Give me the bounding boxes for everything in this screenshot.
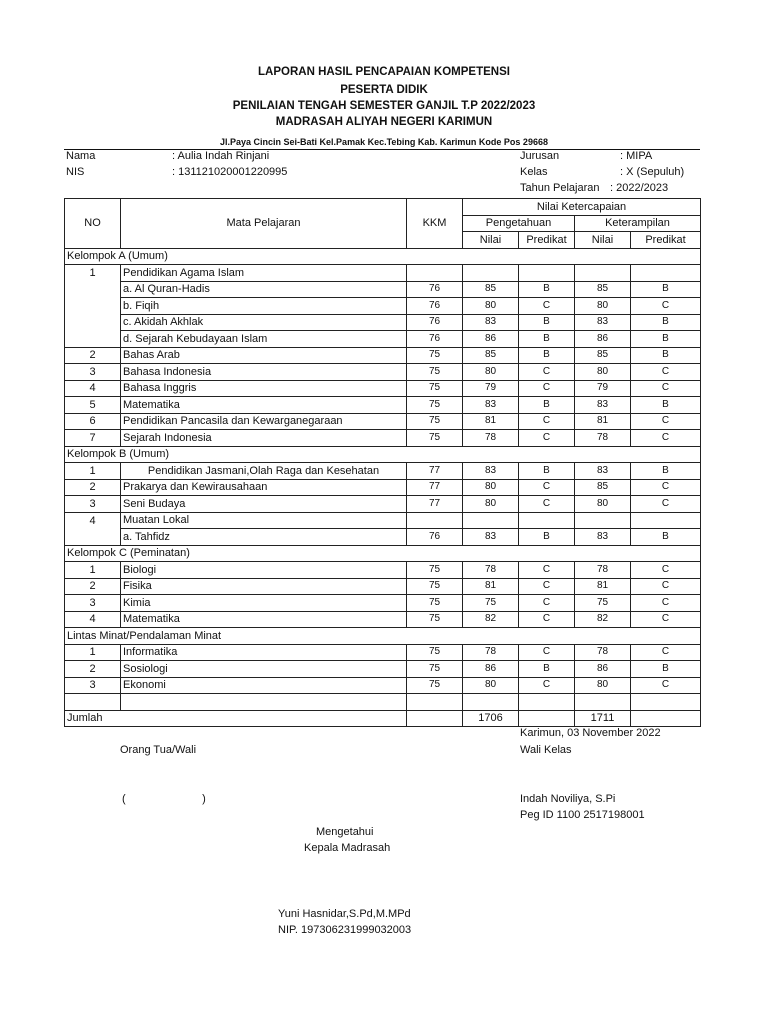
kkm-value: 75 <box>407 347 463 364</box>
row-number: 4 <box>65 380 121 397</box>
keterampilan-nilai: 83 <box>575 463 631 480</box>
subject-name: Pendidikan Pancasila dan Kewarganegaraan <box>121 413 407 430</box>
table-row <box>65 380 701 397</box>
kkm-value: 75 <box>407 611 463 628</box>
subject-name: Fisika <box>121 578 407 595</box>
row-number <box>65 281 121 298</box>
row-number: 1 <box>65 562 121 579</box>
pengetahuan-nilai <box>463 512 519 529</box>
pengetahuan-nilai: 82 <box>463 611 519 628</box>
row-number: 1 <box>65 463 121 480</box>
pengetahuan-predikat: C <box>519 298 575 315</box>
subject-name: Informatika <box>121 644 407 661</box>
row-number: 4 <box>65 611 121 628</box>
header-divider <box>64 149 700 150</box>
kepala-madrasah-label: Kepala Madrasah <box>304 842 391 854</box>
subject-name: d. Sejarah Kebudayaan Islam <box>121 331 407 348</box>
pengetahuan-nilai <box>463 265 519 282</box>
subject-name: Muatan Lokal <box>121 512 407 529</box>
keterampilan-nilai: 86 <box>575 661 631 678</box>
table-row <box>65 430 701 447</box>
pengetahuan-nilai: 83 <box>463 463 519 480</box>
school-name: MADRASAH ALIYAH NEGERI KARIMUN <box>275 116 493 128</box>
keterampilan-predikat: C <box>631 380 701 397</box>
tahun-value: : 2022/2023 <box>610 182 669 194</box>
pengetahuan-predikat <box>519 512 575 529</box>
wali-kelas-id: Peg ID 1100 2517198001 <box>520 809 645 821</box>
keterampilan-nilai: 83 <box>575 529 631 546</box>
group-label: Lintas Minat/Pendalaman Minat <box>65 628 701 645</box>
row-number: 1 <box>65 644 121 661</box>
pengetahuan-nilai: 83 <box>463 529 519 546</box>
subject-name: b. Fiqih <box>121 298 407 315</box>
kkm-value: 76 <box>407 281 463 298</box>
keterampilan-predikat: B <box>631 661 701 678</box>
pengetahuan-nilai: 80 <box>463 298 519 315</box>
table-row <box>65 677 701 694</box>
row-number: 3 <box>65 364 121 381</box>
subject-name: a. Tahfidz <box>121 529 407 546</box>
table-row <box>65 265 701 282</box>
table-row <box>65 644 701 661</box>
table-row <box>65 694 701 711</box>
keterampilan-predikat: C <box>631 298 701 315</box>
group-row <box>65 628 701 645</box>
nama-label: Nama <box>66 150 96 162</box>
keterampilan-predikat: C <box>631 644 701 661</box>
row-number: 5 <box>65 397 121 414</box>
kkm-value: 75 <box>407 380 463 397</box>
kkm-value: 77 <box>407 463 463 480</box>
pengetahuan-nilai: 86 <box>463 331 519 348</box>
keterampilan-predikat <box>631 512 701 529</box>
group-label: Kelompok B (Umum) <box>65 446 701 463</box>
pengetahuan-predikat: B <box>519 314 575 331</box>
keterampilan-nilai: 80 <box>575 677 631 694</box>
row-number <box>65 331 121 348</box>
kelas-label: Kelas <box>520 166 548 178</box>
keterampilan-nilai: 81 <box>575 578 631 595</box>
keterampilan-nilai: 81 <box>575 413 631 430</box>
table-row <box>65 611 701 628</box>
keterampilan-nilai: 82 <box>575 611 631 628</box>
keterampilan-nilai: 85 <box>575 479 631 496</box>
table-row <box>65 479 701 496</box>
keterampilan-nilai <box>575 694 631 711</box>
wali-kelas-label: Wali Kelas <box>520 744 572 756</box>
col-no-header: NO <box>65 199 121 249</box>
keterampilan-predikat: C <box>631 479 701 496</box>
kkm-value <box>407 265 463 282</box>
keterampilan-nilai: 75 <box>575 595 631 612</box>
keterampilan-predikat: C <box>631 430 701 447</box>
row-number: 3 <box>65 677 121 694</box>
keterampilan-predikat: C <box>631 677 701 694</box>
row-number: 2 <box>65 347 121 364</box>
pengetahuan-nilai: 80 <box>463 496 519 513</box>
kkm-value: 75 <box>407 644 463 661</box>
group-label: Kelompok C (Peminatan) <box>65 545 701 562</box>
group-row <box>65 545 701 562</box>
pengetahuan-predikat: C <box>519 578 575 595</box>
subject-name: Matematika <box>121 397 407 414</box>
pengetahuan-predikat: C <box>519 644 575 661</box>
tahun-label: Tahun Pelajaran <box>520 182 600 194</box>
row-number: 3 <box>65 496 121 513</box>
subject-name: Sosiologi <box>121 661 407 678</box>
table-row <box>65 578 701 595</box>
pengetahuan-predikat <box>519 694 575 711</box>
keterampilan-predikat: B <box>631 463 701 480</box>
subject-name: Bahasa Inggris <box>121 380 407 397</box>
pengetahuan-predikat: C <box>519 611 575 628</box>
nis-value: : 131121020001220995 <box>172 166 288 178</box>
nama-value: : Aulia Indah Rinjani <box>172 150 270 162</box>
keterampilan-predikat: B <box>631 331 701 348</box>
pengetahuan-nilai: 78 <box>463 562 519 579</box>
pengetahuan-predikat: B <box>519 529 575 546</box>
keterampilan-nilai: 86 <box>575 331 631 348</box>
subject-name: Seni Budaya <box>121 496 407 513</box>
pengetahuan-nilai: 81 <box>463 578 519 595</box>
kkm-value: 76 <box>407 331 463 348</box>
row-number: 4 <box>65 512 121 529</box>
pengetahuan-nilai: 78 <box>463 644 519 661</box>
total-kkm <box>407 710 463 727</box>
subject-name <box>121 694 407 711</box>
pengetahuan-predikat: C <box>519 595 575 612</box>
pengetahuan-nilai: 75 <box>463 595 519 612</box>
col-pengetahuan-nilai: Nilai <box>463 232 519 249</box>
pengetahuan-predikat: C <box>519 364 575 381</box>
pengetahuan-nilai: 83 <box>463 397 519 414</box>
subject-name: Bahas Arab <box>121 347 407 364</box>
pengetahuan-predikat: C <box>519 677 575 694</box>
kkm-value: 75 <box>407 562 463 579</box>
table-row <box>65 397 701 414</box>
keterampilan-predikat: C <box>631 611 701 628</box>
keterampilan-nilai: 83 <box>575 397 631 414</box>
pengetahuan-nilai <box>463 694 519 711</box>
mengetahui-label: Mengetahui <box>316 826 374 838</box>
row-number: 1 <box>65 265 121 282</box>
pengetahuan-predikat: C <box>519 496 575 513</box>
pengetahuan-predikat: C <box>519 479 575 496</box>
parent-label: Orang Tua/Wali <box>120 744 197 756</box>
table-row <box>65 496 701 513</box>
keterampilan-nilai: 78 <box>575 430 631 447</box>
parent-signature-blank: ( ) <box>122 793 206 805</box>
wali-kelas-name: Indah Noviliya, S.Pi <box>520 793 616 805</box>
subject-name: c. Akidah Akhlak <box>121 314 407 331</box>
keterampilan-predikat: B <box>631 397 701 414</box>
subject-name: Biologi <box>121 562 407 579</box>
table-row <box>65 331 701 348</box>
table-row <box>65 661 701 678</box>
kkm-value: 76 <box>407 298 463 315</box>
total-row <box>65 710 701 727</box>
row-number: 2 <box>65 661 121 678</box>
row-number <box>65 694 121 711</box>
keterampilan-nilai: 85 <box>575 281 631 298</box>
table-row <box>65 298 701 315</box>
keterampilan-predikat <box>631 694 701 711</box>
keterampilan-nilai: 83 <box>575 314 631 331</box>
keterampilan-nilai: 80 <box>575 298 631 315</box>
kkm-value: 77 <box>407 496 463 513</box>
row-number <box>65 298 121 315</box>
keterampilan-predikat: C <box>631 496 701 513</box>
keterampilan-predikat: C <box>631 562 701 579</box>
keterampilan-nilai <box>575 265 631 282</box>
table-row <box>65 463 701 480</box>
keterampilan-nilai: 78 <box>575 562 631 579</box>
keterampilan-predikat: C <box>631 364 701 381</box>
col-pengetahuan-predikat: Predikat <box>519 232 575 249</box>
subject-name: Matematika <box>121 611 407 628</box>
row-number: 6 <box>65 413 121 430</box>
pengetahuan-predikat: C <box>519 380 575 397</box>
kkm-value: 75 <box>407 661 463 678</box>
row-number: 3 <box>65 595 121 612</box>
jurusan-value: : MIPA <box>620 150 653 162</box>
keterampilan-predikat: B <box>631 314 701 331</box>
kkm-value: 75 <box>407 413 463 430</box>
subject-name: Sejarah Indonesia <box>121 430 407 447</box>
pengetahuan-nilai: 80 <box>463 479 519 496</box>
subject-name: Ekonomi <box>121 677 407 694</box>
total-pengetahuan-nilai: 1706 <box>463 710 519 727</box>
kkm-value: 75 <box>407 595 463 612</box>
table-row <box>65 281 701 298</box>
col-keterampilan-nilai: Nilai <box>575 232 631 249</box>
kkm-value: 75 <box>407 677 463 694</box>
table-row <box>65 314 701 331</box>
pengetahuan-nilai: 85 <box>463 347 519 364</box>
kkm-value: 75 <box>407 364 463 381</box>
col-kkm-header: KKM <box>407 199 463 249</box>
keterampilan-predikat: C <box>631 595 701 612</box>
col-keterampilan-header: Keterampilan <box>575 215 701 232</box>
kkm-value: 76 <box>407 314 463 331</box>
group-row <box>65 446 701 463</box>
keterampilan-predikat: B <box>631 281 701 298</box>
report-title: LAPORAN HASIL PENCAPAIAN KOMPETENSI <box>258 66 510 78</box>
keterampilan-nilai: 85 <box>575 347 631 364</box>
subject-name: Kimia <box>121 595 407 612</box>
keterampilan-predikat <box>631 265 701 282</box>
row-number <box>65 529 121 546</box>
place-date: Karimun, 03 November 2022 <box>520 727 661 739</box>
subject-name: a. Al Quran-Hadis <box>121 281 407 298</box>
pengetahuan-predikat <box>519 265 575 282</box>
pengetahuan-nilai: 83 <box>463 314 519 331</box>
subject-name: Pendidikan Agama Islam <box>121 265 407 282</box>
table-row <box>65 529 701 546</box>
kkm-value: 77 <box>407 479 463 496</box>
pengetahuan-nilai: 81 <box>463 413 519 430</box>
pengetahuan-predikat: B <box>519 397 575 414</box>
kkm-value: 75 <box>407 397 463 414</box>
keterampilan-nilai: 80 <box>575 364 631 381</box>
school-address: Jl.Paya Cincin Sei-Bati Kel.Pamak Kec.Tebing Kab. Karimun Kode Pos 29668 <box>220 137 548 147</box>
col-keterampilan-predikat: Predikat <box>631 232 701 249</box>
keterampilan-predikat: B <box>631 347 701 364</box>
pengetahuan-predikat: B <box>519 281 575 298</box>
subject-name: Pendidikan Jasmani,Olah Raga dan Kesehatan <box>121 463 407 480</box>
kepala-madrasah-name: Yuni Hasnidar,S.Pd,M.MPd <box>278 908 411 920</box>
pengetahuan-nilai: 78 <box>463 430 519 447</box>
pengetahuan-nilai: 80 <box>463 677 519 694</box>
kkm-value <box>407 512 463 529</box>
table-row <box>65 364 701 381</box>
report-subtitle: PESERTA DIDIK <box>340 84 428 96</box>
keterampilan-nilai: 80 <box>575 496 631 513</box>
jurusan-label: Jurusan <box>520 150 560 162</box>
table-row <box>65 595 701 612</box>
total-pengetahuan-predikat <box>519 710 575 727</box>
row-number: 2 <box>65 479 121 496</box>
pengetahuan-predikat: C <box>519 413 575 430</box>
keterampilan-predikat: C <box>631 413 701 430</box>
pengetahuan-predikat: C <box>519 562 575 579</box>
pengetahuan-predikat: C <box>519 430 575 447</box>
pengetahuan-nilai: 79 <box>463 380 519 397</box>
pengetahuan-predikat: B <box>519 661 575 678</box>
subject-name: Bahasa Indonesia <box>121 364 407 381</box>
group-row <box>65 248 701 265</box>
pengetahuan-predikat: B <box>519 347 575 364</box>
pengetahuan-nilai: 85 <box>463 281 519 298</box>
col-pengetahuan-header: Pengetahuan <box>463 215 575 232</box>
table-row <box>65 512 701 529</box>
kkm-value: 76 <box>407 529 463 546</box>
keterampilan-predikat: C <box>631 578 701 595</box>
pengetahuan-nilai: 80 <box>463 364 519 381</box>
kelas-value: : X (Sepuluh) <box>620 166 685 178</box>
total-keterampilan-nilai: 1711 <box>575 710 631 727</box>
keterampilan-nilai <box>575 512 631 529</box>
total-label: Jumlah <box>65 710 407 727</box>
row-number: 7 <box>65 430 121 447</box>
keterampilan-predikat: B <box>631 529 701 546</box>
group-label: Kelompok A (Umum) <box>65 248 701 265</box>
exam-title: PENILAIAN TENGAH SEMESTER GANJIL T.P 2022/2023 <box>232 100 536 112</box>
col-subject-header: Mata Pelajaran <box>121 199 407 249</box>
table-row <box>65 562 701 579</box>
total-keterampilan-predikat <box>631 710 701 727</box>
kkm-value: 75 <box>407 430 463 447</box>
pengetahuan-predikat: B <box>519 463 575 480</box>
nis-label: NIS <box>66 166 85 178</box>
keterampilan-nilai: 79 <box>575 380 631 397</box>
row-number: 2 <box>65 578 121 595</box>
kkm-value: 75 <box>407 578 463 595</box>
kkm-value <box>407 694 463 711</box>
pengetahuan-predikat: B <box>519 331 575 348</box>
grades-table <box>64 198 701 727</box>
table-row <box>65 347 701 364</box>
pengetahuan-nilai: 86 <box>463 661 519 678</box>
keterampilan-nilai: 78 <box>575 644 631 661</box>
kepala-madrasah-nip: NIP. 197306231999032003 <box>278 924 412 936</box>
subject-name: Prakarya dan Kewirausahaan <box>121 479 407 496</box>
table-row <box>65 413 701 430</box>
row-number <box>65 314 121 331</box>
col-nilai-ketercapaian-header: Nilai Ketercapaian <box>463 199 701 216</box>
